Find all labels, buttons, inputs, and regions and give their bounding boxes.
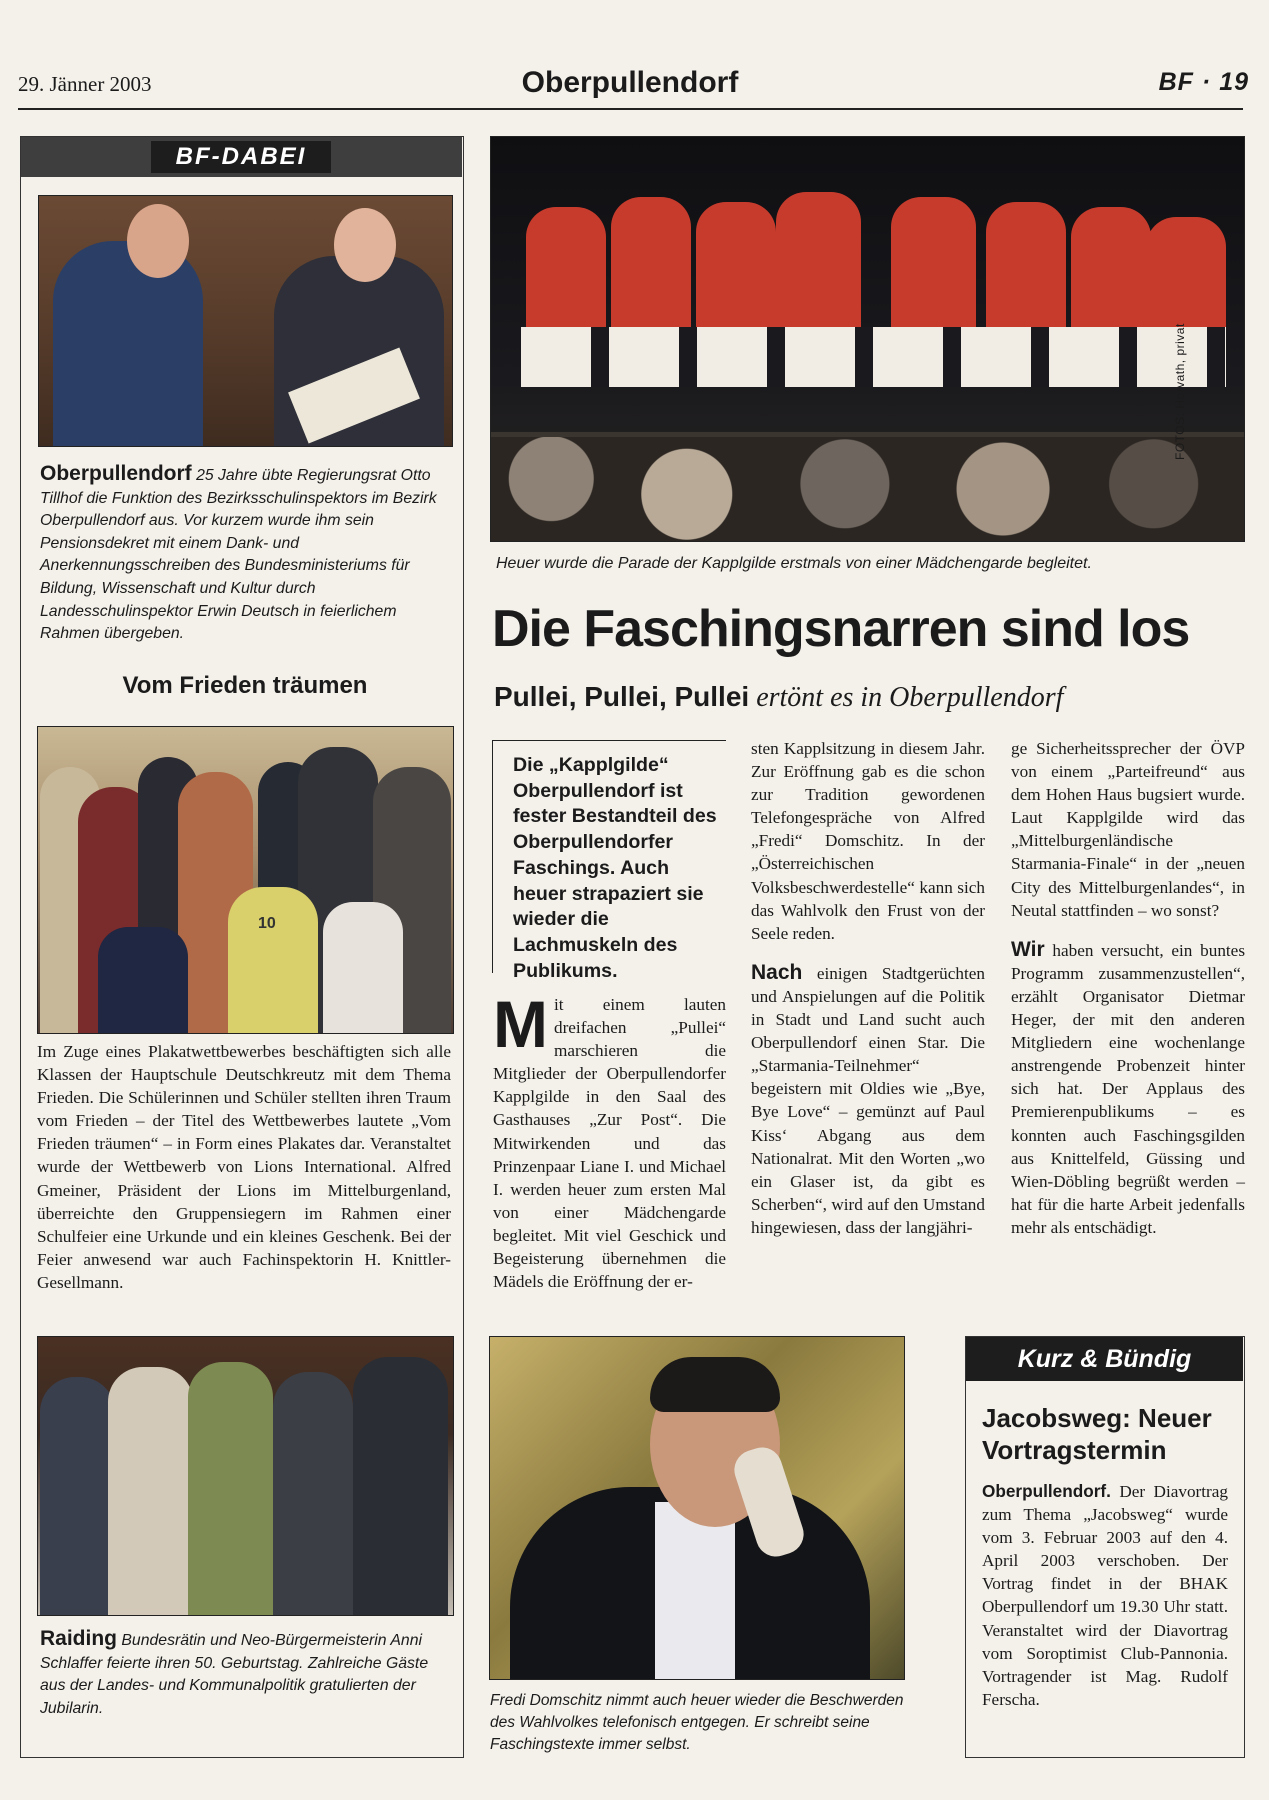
header-rule <box>18 108 1243 110</box>
story2-text: Im Zuge eines Plakatwettbewerbes beschäftigten sich alle Klassen der Hauptschule Deutschkreutz mit dem Thema Frieden. Die Schülerinnen und Schüler stellten ihren Traum vom Frieden – der Titel des Wettbewerbes lautete „Vom Frieden träumen“ – in Form eines Plakates dar. Veranstaltet wurde der Wettbewerb von Lions International. Alfred Gmeiner, Präsident der Lions im Mittelburgenland, überreichte den Gruppensiegern im Rahmen einer Schulfeier eine Urkunde und ein kleines Geschenk. Bei der Feier anwesend war auch Fachinspektorin H. Knittler-Gesellmann. <box>37 1042 451 1292</box>
shirt-number: 10 <box>258 915 276 932</box>
handshake-photo <box>38 195 453 447</box>
kurz-buendig-text <box>982 1480 1228 1711</box>
audience-row <box>491 437 1244 541</box>
page-header <box>0 0 1269 110</box>
subhead <box>494 680 1244 715</box>
drop-cap: M <box>493 987 548 1061</box>
headline: Die Faschingsnarren sind los <box>492 600 1190 658</box>
col2-rest: einigen Stadtgerüchten und Anspielungen auf die Politik in Stadt und Land sucht auch Oberpullendorf einen Star. Die „Starmania-Teilnehmer“ begeistern mit Oldies wie „Bye, Bye Love“ – gemünzt auf Paul Kiss‘ Abgang aus dem Nationalrat. Mit den Worten „wo ein Glaser ist, da gibt es Scherben“, wird auf den Umstand hingewiesen, dass der langjähri- <box>751 963 986 1237</box>
story3-place: Raiding <box>40 1627 117 1650</box>
raiding-guest-5 <box>353 1357 448 1615</box>
story3-text <box>40 1628 450 1720</box>
student-yellow <box>228 887 318 1033</box>
col2-leadin: Nach <box>751 960 803 984</box>
person-left-head <box>127 204 189 278</box>
issue-date: 29. Jänner 2003 <box>18 72 152 96</box>
article-col1 <box>493 987 726 1293</box>
dancer-2 <box>611 197 691 347</box>
peace-contest-photo <box>37 726 454 1034</box>
phone-man-shirt <box>655 1502 735 1679</box>
person-right-head <box>334 208 396 282</box>
raiding-guest-3 <box>188 1362 273 1615</box>
bullet-separator: · <box>1201 68 1212 96</box>
dancer-1 <box>526 207 606 347</box>
kurz-buendig-banner: Kurz & Bündig <box>966 1337 1243 1381</box>
bf-dabei-label: BF-DABEI <box>151 141 331 173</box>
subhead-italic: ertönt es in Oberpullendorf <box>756 682 1064 713</box>
col2-top: sten Kapplsitzung in diesem Jahr. Zur Eröffnung gab es die schon zur Tradition gewordenen Telefongespräche von Alfred „Fredi“ Domschitz. In der „Österreichischen Volksbeschwerdestelle“ kann sich das Wahlvolk den Frust von der Seele reden. <box>751 739 985 943</box>
student-boy <box>98 927 188 1033</box>
page-num: 19 <box>1219 68 1249 96</box>
kurz-buendig-place: Oberpullendorf. <box>982 1481 1111 1501</box>
article-col2 <box>751 737 985 1239</box>
person-left <box>53 241 203 446</box>
student-girl <box>323 902 403 1033</box>
telephone-photo <box>489 1336 905 1680</box>
kurz-buendig-body: Der Diavortrag zum Thema „Jacobsweg“ wurde vom 3. Februar 2003 auf den 4. April 2003 verschoben. Der Vortrag findet in der BHAK Oberpullendorf um 19.30 Uhr statt. Veranstaltet wird der Diavortrag vom Soroptimist Club-Pannonia. Vortragender ist Mag. Rudolf Ferscha. <box>982 1482 1228 1709</box>
story3-body: Bundesrätin und Neo-Bürgermeisterin Anni Schlaffer feierte ihren 50. Geburtstag. Zahlreiche Gäste aus der Landes- und Kommunalpolitik gratulierten der Jubilarin. <box>40 1632 429 1717</box>
col3-rest: haben versucht, ein buntes Programm zusammenzustellen“, erzählt Organisator Dietmar Heger, der mit den anderen Mitgliedern eine wochenlange anstrengende Probenzeit hinter sich hat. Der Applaus des Premierenpublikums – es konnten auch Faschingsgilden aus Knittelfeld, Güssing und Wien-Döbling begrüßt werden – hat für die harte Arbeit jedenfalls mehr als entschädigt. <box>1011 940 1246 1237</box>
phone-man-hair <box>650 1357 780 1412</box>
col3-leadin: Wir <box>1011 937 1045 961</box>
story1-body: 25 Jahre übte Regierungsrat Otto Tillhof die Funktion des Bezirksschulinspektors im Bezirk Oberpullendorf aus. Vor kurzem wurde ihm sein Pensionsdekret mit einem Dank- und Anerkennungsschreiben des Bundesministeriums für Bildung, Wissenschaft und Kultur durch Landesschulinspektor Erwin Deutsch in feierlichem Rahmen übergeben. <box>40 467 437 643</box>
photo-credit: FOTOS: Horvath, privat <box>1173 323 1187 460</box>
page-number <box>1159 68 1249 97</box>
article-col3 <box>1011 737 1245 1239</box>
story1-place: Oberpullendorf <box>40 462 192 485</box>
lead-box <box>492 740 726 982</box>
col1-body: it einem lauten dreifachen „Pullei“ marschieren die Mitglieder der Oberpullendorfer Kapplgilde in den Saal des Gasthauses „Zur Post“. Die Mitwirkenden und das Prinzenpaar Liane I. und Michael I. werden heuer zum ersten Mal von einer Mädchengarde begleitet. Mit viel Geschick und Begeisterung übernehmen die Mädels die Eröffnung der er- <box>493 995 726 1292</box>
dancer-5 <box>891 197 976 347</box>
story1-text <box>40 463 450 646</box>
raiding-guest-4 <box>273 1372 353 1615</box>
dancers-photo <box>490 136 1245 542</box>
telephone-caption: Fredi Domschitz nimmt auch heuer wieder die Beschwerden des Wahlvolkes telefonisch entgegen. Er schreibt seine Faschingstexte immer selbst. <box>490 1692 904 1753</box>
story2-title: Vom Frieden träumen <box>122 672 368 699</box>
kurz-buendig-title: Jacobsweg: Neuer Vortragstermin <box>982 1403 1212 1465</box>
col3-top: ge Sicherheitssprecher der ÖVP von einem „Parteifreund“ aus dem Hohen Haus bugsiert wurde. Laut Kapplgilde wird das „Mittelburgenländische Starmania-Finale“ in der „neuen City des Mittelburgenlandes“, in Neutal stattfinden – wo sonst? <box>1011 739 1245 920</box>
bf-dabei-banner <box>21 137 462 177</box>
dancer-4 <box>776 192 861 342</box>
raiding-photo <box>37 1336 454 1616</box>
lead-text: Die „Kapplgilde“ Oberpullendorf ist fester Bestandteil des Oberpullendorfer Faschings. Auch heuer strapaziert sie wieder die Lachmuskeln des Publikums. <box>513 754 717 982</box>
dancers-caption: Heuer wurde die Parade der Kapplgilde erstmals von einer Mädchengarde begleitet. <box>496 555 1092 572</box>
subhead-bold: Pullei, Pullei, Pullei <box>494 681 750 712</box>
skirts-row <box>521 327 1226 387</box>
paper-logo: BF <box>1158 68 1194 96</box>
raiding-guest-2 <box>108 1367 193 1615</box>
raiding-guest-1 <box>40 1377 115 1615</box>
section-title: Oberpullendorf <box>521 66 739 99</box>
